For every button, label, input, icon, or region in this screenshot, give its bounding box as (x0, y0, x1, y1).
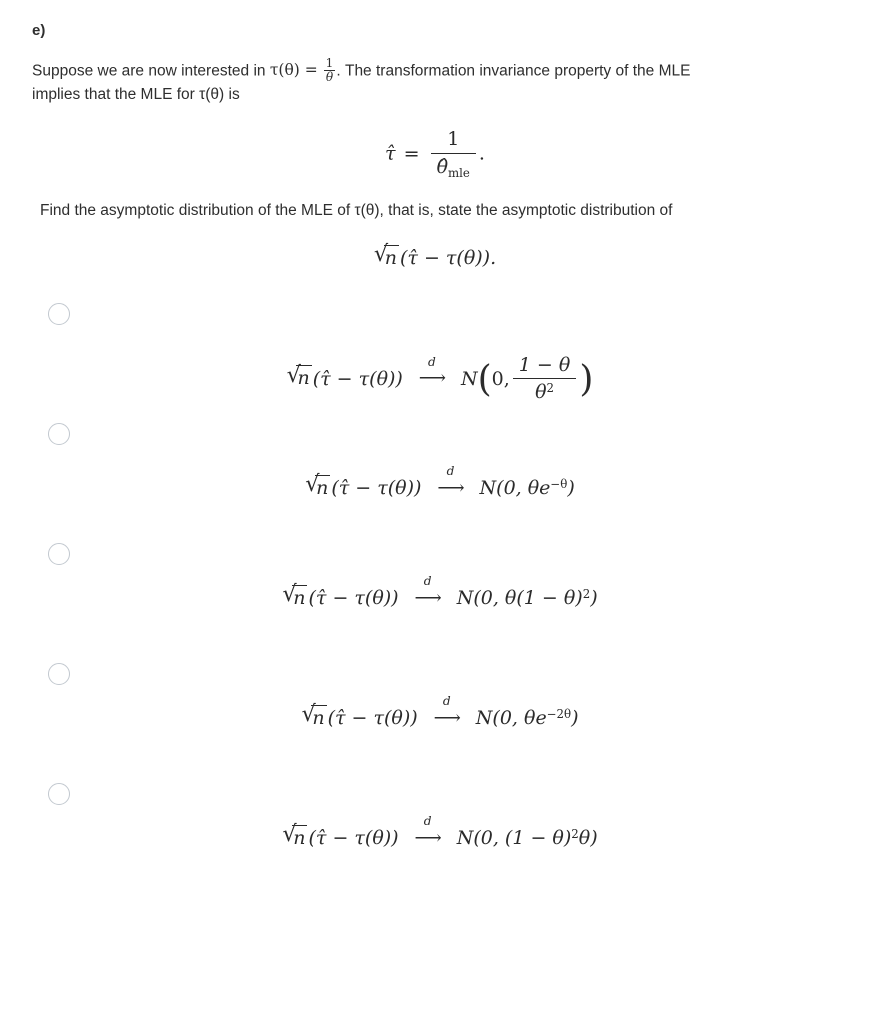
sqrt-radicand: n (293, 826, 306, 849)
sqrt-n (373, 241, 399, 269)
inline-fraction (324, 57, 336, 83)
equation-period: . (478, 142, 485, 165)
arrow-label: d (446, 463, 455, 478)
arrow-glyph: ⟶ (414, 826, 441, 849)
equals-sign: = (403, 142, 420, 165)
answer-options (32, 303, 838, 903)
sqrt-n (282, 581, 307, 609)
left-paren: ( (477, 357, 492, 400)
radio-button-option-5[interactable] (48, 783, 70, 805)
arrow-glyph: ⟶ (433, 706, 460, 729)
option-3-rhs-b: ) (590, 586, 598, 609)
option-1-dist-name: N (460, 367, 478, 390)
arrow-glyph: ⟶ (414, 586, 441, 609)
arrow-label: d (442, 693, 451, 708)
radio-button-option-3[interactable] (48, 543, 70, 565)
sqrt-n (286, 362, 312, 390)
variance-denominator (513, 378, 577, 404)
converges-in-distribution-arrow (411, 813, 445, 849)
right-paren: ) (579, 357, 594, 400)
arrow-label: d (427, 354, 436, 369)
variance-numerator: 1 − θ (518, 353, 571, 376)
intro-text-b: . The transformation invariance property of the MLE (336, 62, 691, 80)
sqrt-sign: √ (282, 821, 297, 848)
converges-in-distribution-arrow (430, 693, 464, 729)
tau-hat: τ̂ (385, 142, 396, 165)
radio-button-option-4[interactable] (48, 663, 70, 685)
mle-display-equation (32, 129, 838, 180)
mle-fraction (431, 129, 476, 180)
option-5-rhs-a: N(0, (1 − θ) (456, 826, 572, 849)
sqrt-radicand: n (312, 706, 325, 729)
radio-button-option-2[interactable] (48, 423, 70, 445)
sqrt-sign: √ (373, 241, 389, 268)
variance-denominator-exponent: 2 (546, 381, 555, 396)
option-5[interactable] (32, 783, 838, 903)
arrow-label: d (423, 573, 432, 588)
fraction-denominator: θ (324, 70, 336, 84)
option-3[interactable] (32, 543, 838, 663)
tau-equals: τ(θ) = (269, 61, 323, 80)
intro-line-2: implies that the MLE for τ(θ) is (32, 86, 240, 104)
option-4-rhs-a: N(0, θe (475, 706, 547, 729)
sqrt-n (282, 821, 307, 849)
arrow-glyph: ⟶ (437, 476, 464, 499)
option-4-lhs: (τ̂ − τ(θ)) (327, 706, 418, 729)
option-5-exponent: 2 (571, 826, 579, 841)
option-5-content (32, 783, 838, 849)
sqrt-n (305, 471, 330, 499)
statistic-display (32, 241, 838, 269)
radio-button-option-1[interactable] (48, 303, 70, 325)
question-intro (32, 57, 838, 107)
sqrt-sign: √ (282, 581, 297, 608)
option-4-content (32, 663, 838, 729)
part-label: e) (32, 22, 46, 39)
option-1[interactable] (32, 303, 838, 423)
arrow-glyph: ⟶ (418, 367, 446, 390)
option-2-content (32, 423, 838, 499)
option-1-content (32, 303, 838, 405)
option-2-rhs-b: ) (567, 476, 575, 499)
option-2-lhs: (τ̂ − τ(θ)) (331, 476, 422, 499)
fraction-numerator: 1 (325, 56, 334, 70)
converges-in-distribution-arrow (411, 573, 445, 609)
theta-hat: θ̂ (436, 156, 449, 179)
sqrt-sign: √ (305, 471, 320, 498)
mle-fraction-denominator (431, 153, 476, 180)
option-1-lhs: (τ̂ − τ(θ)) (312, 367, 403, 390)
converges-in-distribution-arrow (415, 354, 449, 390)
sqrt-radicand: n (384, 246, 397, 269)
tau-theta-definition (269, 56, 337, 84)
sqrt-n (301, 701, 326, 729)
arrow-label: d (423, 813, 432, 828)
option-4[interactable] (32, 663, 838, 783)
option-1-mean: 0, (491, 367, 510, 390)
converges-in-distribution-arrow (433, 463, 467, 499)
option-3-lhs: (τ̂ − τ(θ)) (308, 586, 399, 609)
sqrt-radicand: n (316, 476, 329, 499)
option-3-exponent: 2 (582, 586, 591, 601)
option-2[interactable] (32, 423, 838, 543)
question-prompt: Find the asymptotic distribution of the MLE of τ(θ), that is, state the asymptotic distribution of (40, 201, 673, 219)
option-1-variance-fraction (513, 355, 577, 405)
sqrt-radicand: n (297, 367, 310, 390)
option-4-rhs-b: ) (571, 706, 579, 729)
option-3-content (32, 543, 838, 609)
option-5-rhs-b: θ) (578, 826, 598, 849)
sqrt-sign: √ (301, 701, 316, 728)
option-2-rhs-a: N(0, θe (479, 476, 551, 499)
mle-subscript: mle (448, 166, 470, 180)
option-5-lhs: (τ̂ − τ(θ)) (308, 826, 399, 849)
mle-fraction-numerator: 1 (447, 128, 460, 151)
option-2-exponent: −θ (550, 476, 568, 491)
sqrt-sign: √ (286, 362, 301, 389)
intro-text-a: Suppose we are now interested in (32, 62, 270, 80)
option-3-rhs-a: N(0, θ(1 − θ) (456, 586, 583, 609)
statistic-expression: (τ̂ − τ(θ)). (399, 246, 497, 269)
variance-denominator-base: θ (535, 381, 547, 404)
sqrt-radicand: n (293, 586, 306, 609)
option-4-exponent: −2θ (546, 706, 572, 721)
